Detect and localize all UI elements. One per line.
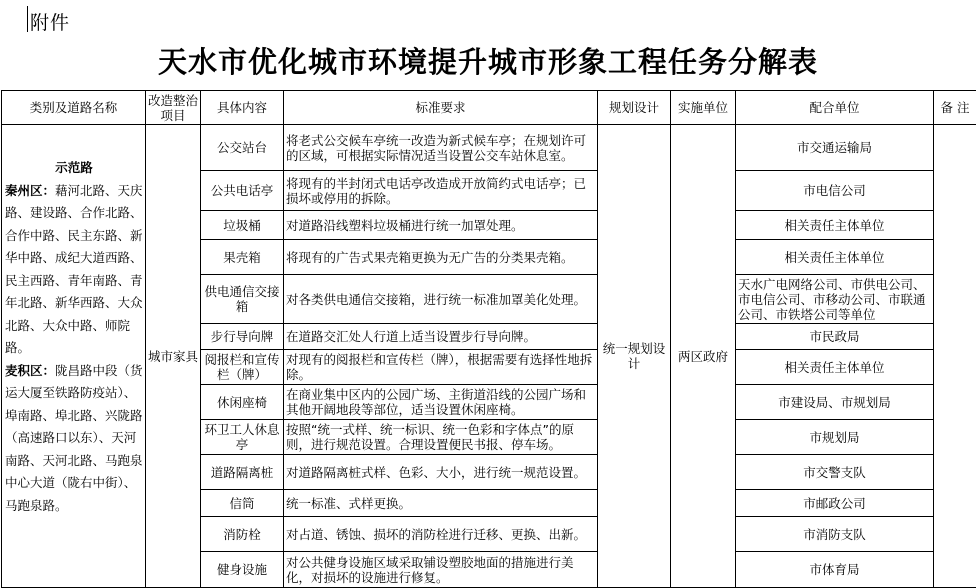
partner-cell: 市民政局 <box>736 324 934 350</box>
partner-cell: 相关责任主体单位 <box>736 350 934 385</box>
item-cell: 环卫工人休息亭 <box>201 420 284 455</box>
col-header-partner: 配合单位 <box>736 91 934 125</box>
col-header-item: 具体内容 <box>201 91 284 125</box>
partner-cell: 市规划局 <box>736 420 934 455</box>
partner-cell: 市邮政公司 <box>736 490 934 517</box>
item-cell: 供电通信交接箱 <box>201 275 284 324</box>
item-cell: 果壳箱 <box>201 240 284 275</box>
standard-cell: 在商业集中区内的公园广场、主街道沿线的公园广场和其他开阔地段等部位，适当设置休闲座椅。 <box>284 385 598 420</box>
standard-cell: 对占道、锈蚀、损坏的消防栓进行迁移、更换、出新。 <box>284 517 598 552</box>
table-row <box>2 125 976 171</box>
col-header-category: 类别及道路名称 <box>2 91 146 125</box>
partner-cell: 市建设局、市规划局 <box>736 385 934 420</box>
item-cell: 健身设施 <box>201 552 284 588</box>
col-header-project: 改造整治项目 <box>146 91 201 125</box>
standard-cell: 对现有的阅报栏和宣传栏（牌），根据需要有选择性地拆除。 <box>284 350 598 385</box>
standard-cell: 按照“统一式样、统一标识、统一色彩和字体点”的原则，进行规范设置。合理设置便民书报、停车场。 <box>284 420 598 455</box>
standard-cell: 统一标准、式样更换。 <box>284 490 598 517</box>
partner-cell: 市交通运输局 <box>736 125 934 171</box>
standard-cell: 将现有的广告式果壳箱更换为无广告的分类果壳箱。 <box>284 240 598 275</box>
partner-cell: 市电信公司 <box>736 171 934 211</box>
item-cell: 消防栓 <box>201 517 284 552</box>
standard-cell: 对道路隔离桩式样、色彩、大小，进行统一规范设置。 <box>284 455 598 490</box>
item-cell: 公交站台 <box>201 125 284 171</box>
item-cell: 休闲座椅 <box>201 385 284 420</box>
qinzhou-label: 秦州区： <box>5 183 55 198</box>
standard-cell: 将现有的半封闭式电话亭改造成开放简约式电话亭；已损坏或停用的拆除。 <box>284 171 598 211</box>
item-cell: 步行导向牌 <box>201 324 284 350</box>
item-cell: 公共电话亭 <box>201 171 284 211</box>
category-cell <box>2 125 146 588</box>
document-title: 天水市优化城市环境提升城市形象工程任务分解表 <box>0 40 976 81</box>
item-cell: 信筒 <box>201 490 284 517</box>
standard-cell: 对各类供电通信交接箱，进行统一标准加罩美化处理。 <box>284 275 598 324</box>
standard-cell: 在道路交汇处人行道上适当设置步行导向牌。 <box>284 324 598 350</box>
item-cell: 阅报栏和宣传栏（牌） <box>201 350 284 385</box>
item-cell: 道路隔离桩 <box>201 455 284 490</box>
remarks-cell <box>934 125 976 588</box>
col-header-implementer: 实施单位 <box>671 91 736 125</box>
implementer-cell: 两区政府 <box>671 125 736 588</box>
category-title: 示范路 <box>5 157 143 180</box>
maiji-roads: 陇昌路中段（货运大厦至铁路防疫站）、埠南路、埠北路、兴陇路（高速路口以东）、天河南路、天河北路、马跑泉中心大道（陇右中街）、马跑泉路。 <box>5 363 143 513</box>
partner-cell: 市交警支队 <box>736 455 934 490</box>
qinzhou-roads: 藉河北路、天庆路、建设路、合作北路、合作中路、民主东路、新华中路、成纪大道西路、民主西路、青年南路、青年北路、新华西路、大众北路、大众中路、师院路。 <box>5 183 143 356</box>
standard-cell: 对道路沿线塑料垃圾桶进行统一加罩处理。 <box>284 211 598 240</box>
task-table <box>1 90 976 588</box>
planning-cell: 统一规划设计 <box>598 125 671 588</box>
col-header-remarks: 备 注 <box>934 91 976 125</box>
partner-cell: 市体育局 <box>736 552 934 588</box>
partner-cell: 相关责任主体单位 <box>736 240 934 275</box>
header-row <box>2 91 976 125</box>
attachment-label: 附件 <box>30 8 70 35</box>
standard-cell: 对公共健身设施区域采取铺设塑胶地面的措施进行美化，对损坏的设施进行修复。 <box>284 552 598 588</box>
maiji-label: 麦积区： <box>5 363 55 378</box>
partner-cell: 天水广电网络公司、市供电公司、市电信公司、市移动公司、市联通公司、市铁塔公司等单位 <box>736 275 934 324</box>
col-header-planning: 规划设计 <box>598 91 671 125</box>
partner-cell: 相关责任主体单位 <box>736 211 934 240</box>
project-cell: 城市家具 <box>146 125 201 588</box>
standard-cell: 将老式公交候车亭统一改造为新式候车亭；在规划许可的区域，可根据实际情况适当设置公交车站休息室。 <box>284 125 598 171</box>
partner-cell: 市消防支队 <box>736 517 934 552</box>
text-cursor <box>27 6 28 32</box>
item-cell: 垃圾桶 <box>201 211 284 240</box>
col-header-standard: 标准要求 <box>284 91 598 125</box>
